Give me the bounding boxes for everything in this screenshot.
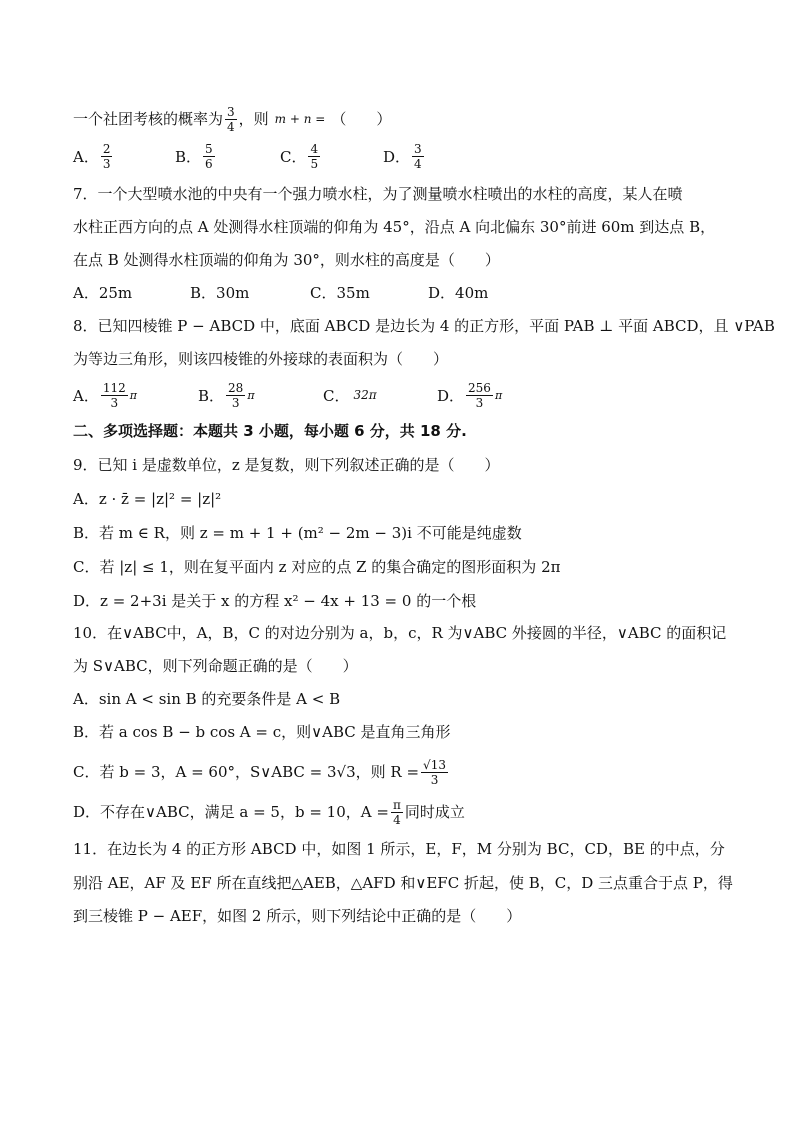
q6-option-c-num: 4 [310,141,319,156]
q7-option-a[interactable]: A．25m [73,284,133,302]
q10-option-c[interactable] [73,752,733,792]
q11-line-2: 别沿 AE，AF 及 EF 所在直线把△AEB，△AFD 和∨EFC 折起，使 B，C，D 三点重合于点 P，得 [73,874,733,892]
q6-text: 一个社团考核的概率为 [73,110,224,128]
q6-option-b-frac [203,142,215,171]
q10-option-d-frac [391,798,403,827]
q6-option-d-label: D． [383,147,411,166]
q8-option-d-label: D． [437,386,465,405]
q10-option-c-den: 3 [430,772,439,787]
q8-option-d[interactable] [437,375,502,415]
q10-option-d-text-after: 同时成立 [404,803,465,821]
q8-option-b-num: 28 [228,380,244,395]
q10-option-c-text: C．若 b = 3，A = 60°，S∨ABC = 3√3，则 R = [73,763,420,781]
q8-option-b-frac [226,381,245,410]
q7-option-b[interactable]: B．30m [190,284,250,302]
q7-line-3: 在点 B 处测得水柱顶端的仰角为 30°，则水柱的高度是（ ） [73,251,500,269]
q6-option-a-frac [101,142,113,171]
q6-option-d-frac [412,142,424,171]
q9-option-b[interactable]: B．若 m ∈ R，则 z = m + 1 + (m² − 2m − 3)i 不可能是纯虚数 [73,524,522,542]
q8-option-b-den: 3 [231,395,240,410]
q10-option-c-frac [421,758,448,787]
q6-expr: m + n = [274,112,326,126]
q10-option-c-num: √13 [423,757,446,772]
q8-option-d-num: 256 [468,380,491,395]
q8-option-c-text: 32π [353,388,377,402]
q10-option-d-den: 4 [393,812,401,827]
q10-line-2: 为 S∨ABC，则下列命题正确的是（ ） [73,657,358,675]
q7-option-d[interactable]: D．40m [428,284,489,302]
q7-option-c[interactable]: C．35m [310,284,370,302]
q6-option-a[interactable] [73,136,114,176]
q8-option-a-pi: π [129,388,137,402]
q10-option-d-text: D．不存在∨ABC，满足 a = 5，b = 10，A = [73,803,389,821]
q6-option-d[interactable] [383,136,426,176]
q6-option-d-den: 4 [414,156,422,171]
q9-option-d[interactable]: D．z = 2+3i 是关于 x 的方程 x² − 4x + 13 = 0 的一个根 [73,592,477,610]
q8-option-c[interactable] [323,375,377,415]
q6-paren: （ ） [331,110,392,128]
q6-option-c-label: C． [280,147,307,166]
q8-option-a-den: 3 [110,395,119,410]
q8-option-a-frac [101,381,128,410]
q8-option-a[interactable] [73,375,137,415]
q7-options [73,283,733,303]
q8-option-a-label: A． [73,386,99,405]
q6-option-b[interactable] [175,136,217,176]
q6-fraction [225,105,237,134]
q8-option-d-frac [466,381,493,410]
q6-frac-den: 4 [227,119,235,134]
q8-option-b-pi: π [247,388,255,402]
q9-option-c[interactable]: C．若 |z| ≤ 1，则在复平面内 z 对应的点 Z 的集合确定的图形面积为 2π [73,558,561,576]
q8-option-b[interactable] [198,375,255,415]
q6-option-c-den: 5 [310,156,319,171]
q7-line-2: 水柱正西方向的点 A 处测得水柱顶端的仰角为 45°，沿点 A 向北偏东 30°前进 60m 到达点 B， [73,218,716,236]
q11-line-3: 到三棱锥 P − AEF，如图 2 所示，则下列结论中正确的是（ ） [73,907,522,925]
q8-option-d-den: 3 [475,395,484,410]
q11-line-1: 11．在边长为 4 的正方形 ABCD 中，如图 1 所示，E，F，M 分别为 BC，CD，BE 的中点，分 [73,840,725,858]
q9-option-a[interactable]: A．z · z̄ = |z|² = |z|² [73,490,222,508]
q8-line-1: 8．已知四棱锥 P − ABCD 中，底面 ABCD 是边长为 4 的正方形，平面 PAB ⊥ 平面 ABCD，且 ∨PAB [73,317,775,335]
q6-option-b-den: 6 [205,156,213,171]
q6-stem [73,104,733,134]
q8-option-c-label: C． [323,386,350,405]
q6-option-d-num: 3 [414,141,422,156]
q9-stem: 9．已知 i 是虚数单位，z 是复数，则下列叙述正确的是（ ） [73,456,500,474]
q8-line-2: 为等边三角形，则该四棱锥的外接球的表面积为（ ） [73,350,449,368]
q6-option-c-frac [308,142,320,171]
q8-option-d-pi: π [494,388,503,402]
q6-option-a-num: 2 [102,141,111,156]
q10-option-a[interactable]: A．sin A < sin B 的充要条件是 A < B [73,690,341,708]
q6-frac-num: 3 [227,104,235,119]
q8-option-b-label: B． [198,386,225,405]
q10-option-d[interactable] [73,792,733,832]
q6-text-after: ，则 [238,110,269,128]
q10-option-d-num: π [392,797,401,812]
q8-option-a-num: 112 [102,380,126,395]
q6-option-b-label: B． [175,147,202,166]
q10-option-b[interactable]: B．若 a cos B − b cos A = c，则∨ABC 是直角三角形 [73,723,451,741]
q6-option-c[interactable] [280,136,322,176]
q6-option-a-label: A． [73,147,99,166]
q7-line-1: 7．一个大型喷水池的中央有一个强力喷水柱，为了测量喷水柱喷出的水柱的高度，某人在喷 [73,185,683,203]
section-2-heading: 二、多项选择题：本题共 3 小题，每小题 6 分，共 18 分. [73,422,467,440]
q6-option-a-den: 3 [102,156,111,171]
q6-option-b-num: 5 [205,141,213,156]
q10-line-1: 10．在∨ABC中，A，B，C 的对边分别为 a，b，c，R 为∨ABC 外接圆的半径，∨ABC 的面积记 [73,624,727,642]
